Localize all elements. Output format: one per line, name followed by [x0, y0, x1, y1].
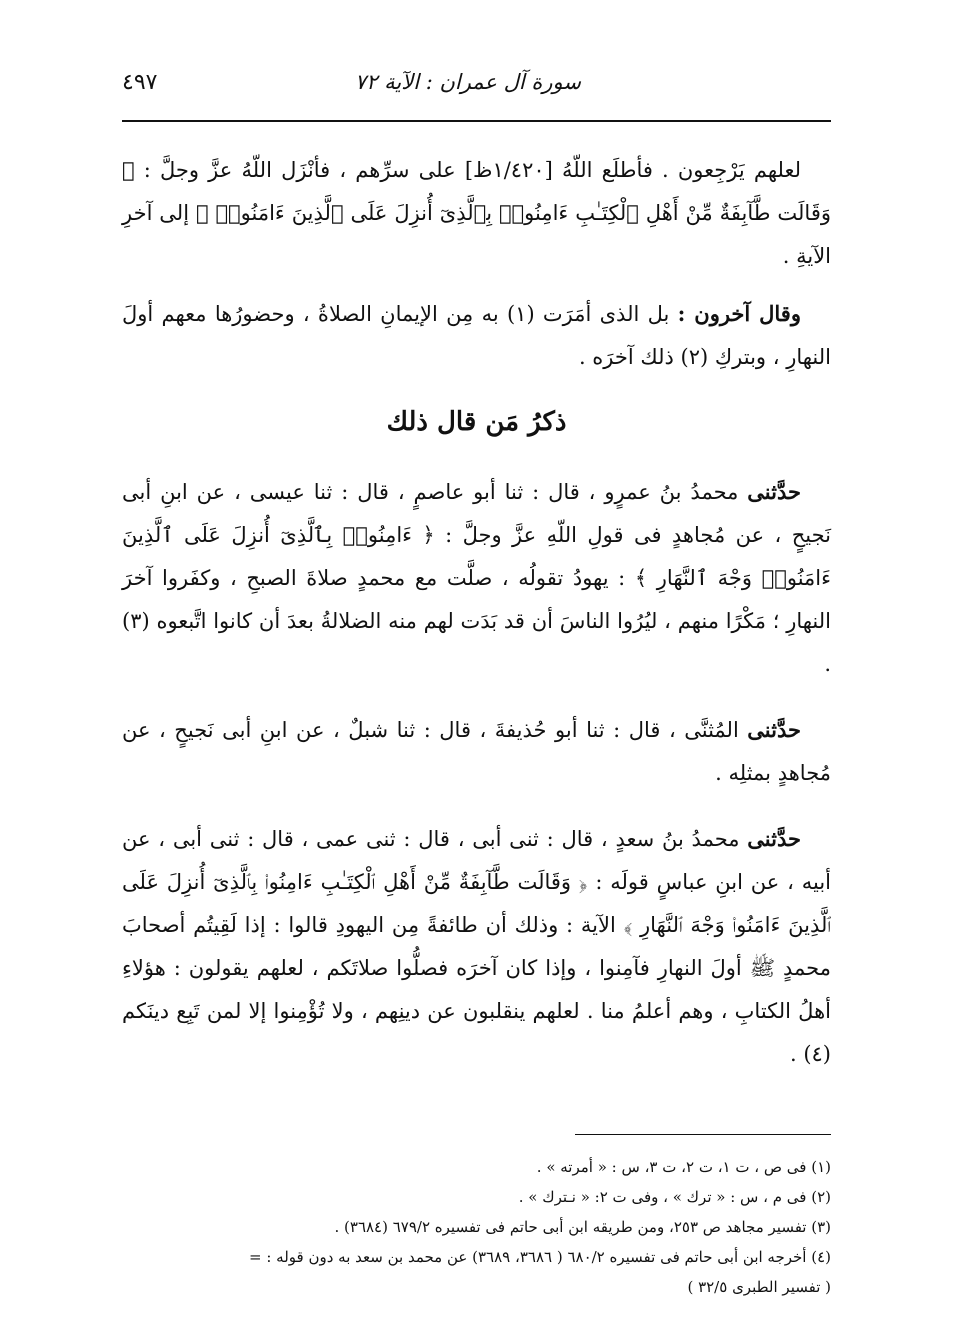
narration-text: المُثنَّى ، قال : ثنا أبو حُذيفةَ ، قال : ثنا شبلٌ ، عن ابنِ أبى نَجيحٍ ، عن مُجاهدٍ بمثلِه .	[122, 718, 831, 785]
narration-lead: حدَّثنى	[747, 717, 801, 742]
paragraph-2	[122, 292, 831, 379]
page-number: ٤٩٧	[122, 70, 158, 95]
paragraph-text: بل الذى أمَرَت (١) به مِن الإيمانِ الصلاةُ ، وحضورُها معهم أولَ النهارِ ، وبتركِ (٢) ذلك آخرَه .	[122, 302, 831, 369]
footnote-3: (٣) تفسير مجاهد ص ٢٥٣، ومن طريقه ابن أبى حاتم فى تفسيره ٦٧٩/٢ (٣٦٨٤) .	[334, 1218, 831, 1236]
body-text	[122, 148, 831, 1098]
narration-text: محمدُ بنُ سعدٍ ، قال : ثنى أبى ، قال : ثنى عمى ، قال : ثنى أبى ، عن أبيه ، عن ابنِ عباسٍ قولَه : ﴿ وَقَالَت طَّآبِفَةٌ مِّنْ أَهْلِ ٱلْكِتَـٰبِ ءَامِنُوا۟ بِٱلَّذِىٓ أُنزِلَ عَلَى ٱلَّذِينَ ءَامَنُوا۟ وَجْهَ ٱلنَّهَارِ ﴾ الآية : وذلك أن طائفةً مِن اليهودِ قالوا : إذا لَقِيتُم أصحابَ محمدٍ ﷺ أولَ النهارِ فآمِنوا ، وإذا كان آخرَه فصلُّوا صلاتَكم ، لعلهم يقولون : هؤلاءِ أهلُ الكتابِ ، وهم أعلمُ منا . لعلهم ينقلبون عن دينِهم ، ولا تُؤْمِنوا إلا لمن تَبِع دينَكم (٤) .	[122, 827, 831, 1066]
running-title: سورة آل عمران : الآية ٧٢	[354, 70, 581, 94]
paragraph-text: لعلهم يَرْجِعون . فأطلَع اللّهُ [١/٤٢٠ظ] على سرِّهم ، فأنْزَل اللّهُ عزَّ وجلَّ : ﴿ وَقَالَت طَّآبِفَةٌ مِّنْ أَهْلِ ٱلْكِتَـٰبِ ءَامِنُوا۟ بِٱلَّذِىٓ أُنزِلَ عَلَى ٱلَّذِينَ ءَامَنُوا۟ ﴾ إلى آخرِ الآيةِ .	[122, 158, 831, 268]
footnote-separator	[575, 1134, 831, 1135]
footnote-1: (١) فى ص ، ت ١، ت ٢، ت ٣، س : « أمرته » .	[536, 1158, 831, 1176]
page-header	[122, 62, 831, 122]
paragraph-1	[122, 148, 831, 278]
narration-text: محمدُ بنُ عمرٍو ، قال : ثنا أبو عاصمٍ ، قال : ثنا عيسى ، عن ابنِ أبى نَجيحٍ ، عن مُجاهدٍ فى قولِ اللّهِ عزَّ وجلَّ : ﴿ ءَامِنُوا۟ بِٱلَّذِىٓ أُنزِلَ عَلَى ٱلَّذِينَ ءَامَنُوا۟ وَجْهَ ٱلنَّهَارِ ﴾ : يهودُ تقولُه ، صلَّت مع محمدٍ صلاةَ الصبحِ ، وكفَروا آخرَ النهارِ ؛ مَكْرًا منهم ، ليُرُوا الناسَ أن قد بَدَت لهم منه الضلالةُ بعدَ أن كانوا اتَّبعوه (٣) .	[122, 480, 831, 676]
paragraph-lead: وقال آخرون :	[677, 301, 801, 326]
narration-lead: حدَّثنى	[747, 826, 801, 851]
volume-reference: ( تفسير الطبرى ٣٢/٥ )	[687, 1278, 831, 1296]
footnote-2: (٢) فى م ، س : « ترك » ، وفى ت ٢: « نـترك » .	[518, 1188, 831, 1206]
narration-1	[122, 470, 831, 686]
narration-lead: حدَّثنى	[747, 479, 801, 504]
section-heading: ذكرُ مَن قال ذلك	[386, 407, 567, 437]
narration-3	[122, 817, 831, 1076]
narration-2	[122, 708, 831, 795]
footnotes	[110, 1152, 831, 1302]
footnote-4: (٤) أخرجه ابن أبى حاتم فى تفسيره ٦٨٠/٢ ( ٣٦٨٦، ٣٦٨٩) عن محمد بن سعد به دون قوله : =	[249, 1248, 831, 1266]
